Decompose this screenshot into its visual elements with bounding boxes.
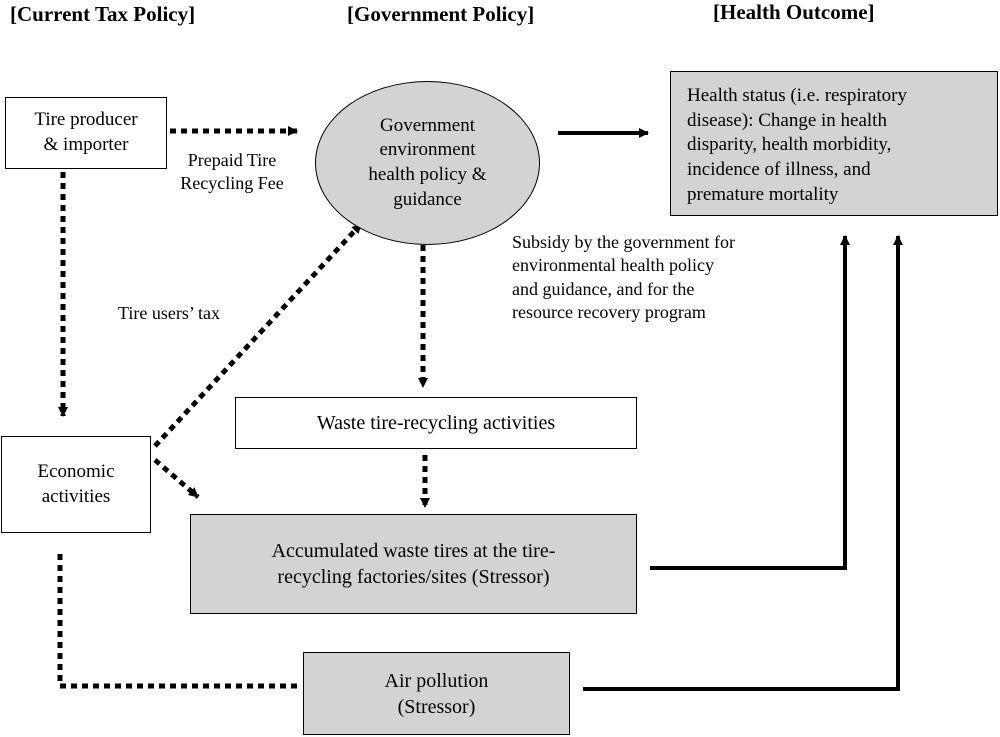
header-health-outcome: [Health Outcome]	[713, 0, 875, 24]
header-current-tax-policy: [Current Tax Policy]	[10, 2, 196, 26]
label-tire-users-tax: Tire users’ tax	[118, 303, 220, 323]
node-health-status: Health status (i.e. respiratory disease): Change in health disparity, health morbidity, incidence of illness, and premature mortality	[670, 71, 998, 216]
node-air-pollution: Air pollution (Stressor)	[303, 652, 570, 735]
arrow-economic-to-accumulated	[155, 460, 198, 497]
node-accumulated-tires: Accumulated waste tires at the tire- recycling factories/sites (Stressor)	[190, 514, 637, 614]
node-government-policy: Government environment health policy & guidance	[315, 81, 540, 245]
node-economic-activities: Economic activities	[1, 436, 151, 533]
node-tire-producer: Tire producer & importer	[5, 97, 167, 169]
node-waste-recycling: Waste tire-recycling activities	[235, 397, 637, 449]
label-subsidy: Subsidy by the government for environmental health policy and guidance, and for the resource recovery program	[512, 232, 735, 323]
header-government-policy: [Government Policy]	[347, 2, 535, 26]
label-prepaid-fee: Prepaid Tire Recycling Fee	[180, 150, 284, 194]
